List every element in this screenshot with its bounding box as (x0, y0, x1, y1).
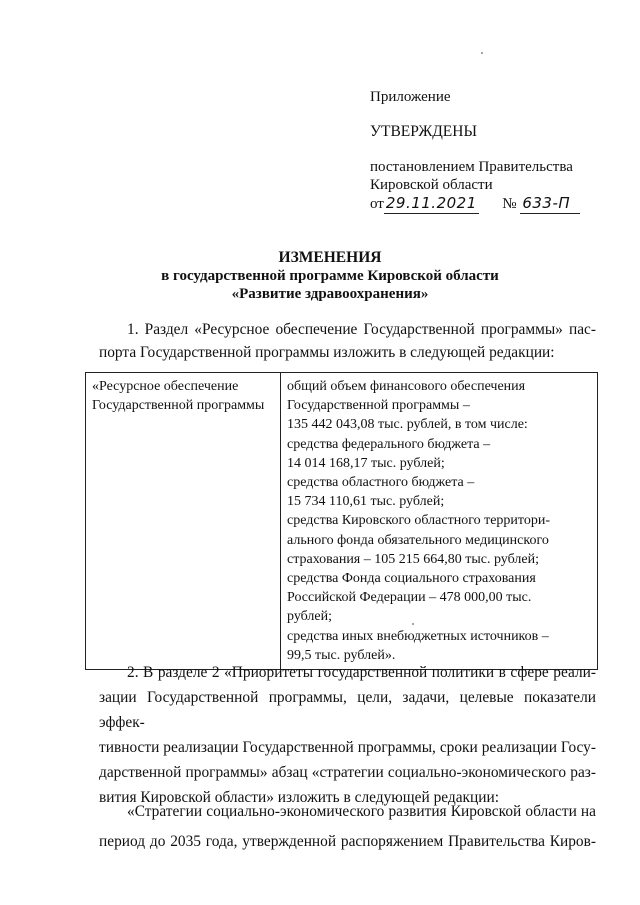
document-subtitle-line1: в государственной программе Кировской области (161, 268, 499, 284)
paragraph-1-line2: порта Государственной программы изложить в следующей редакции: (99, 344, 555, 361)
approved-by-line2: Кировской области (370, 177, 493, 193)
paragraph-3 (99, 797, 596, 857)
right-cell-line: средства областного бюджета – (287, 475, 475, 491)
right-cell-line: общий объем финансового обеспечения (287, 379, 526, 394)
right-cell-line: 99,5 тыс. рублей». (287, 647, 396, 663)
right-cell-line: средства Кировского областного территори- (287, 513, 550, 529)
document-title: ИЗМЕНЕНИЯ (278, 249, 382, 266)
appendix-label: Приложение (370, 89, 451, 105)
scan-speck (481, 52, 483, 54)
right-cell-line: 135 442 043,08 тыс. рублей, в том числе: (287, 417, 528, 433)
handwritten-date: 29.11.2021 (385, 194, 477, 212)
paragraph-2-line2: зации Государственной программы, цели, задачи, целевые показатели эффек- (99, 689, 596, 731)
right-cell-line: Российской Федерации – 478 000,00 тыс. (287, 590, 532, 606)
left-cell-line: «Ресурсное обеспечение (92, 379, 239, 394)
right-cell-line: Государственной программы – (287, 398, 470, 414)
right-cell-line: средства иных внебюджетных источников – (287, 628, 549, 644)
paragraph-2-line1: 2. В разделе 2 «Приоритеты государственной политики в сфере реали- (127, 664, 596, 681)
scan-speck (412, 623, 414, 625)
paragraph-1-line1: 1. Раздел «Ресурсное обеспечение Государственной программы» пас- (127, 321, 596, 338)
paragraph-3-line2: период до 2035 года, утвержденной распоряжением Правительства Киров- (99, 833, 596, 850)
approved-by-line1: постановлением Правительства (370, 159, 573, 175)
handwritten-number: 633-П (520, 194, 580, 214)
paragraph-3-line1: «Стратегии социально-экономического развития Кировской области на (127, 803, 596, 820)
date-line (370, 194, 580, 214)
approved-label: УТВЕРЖДЕНЫ (370, 123, 477, 140)
table-row (86, 373, 598, 670)
paragraph-2 (99, 660, 596, 810)
right-cell-line: ального фонда обязательного медицинского (287, 532, 549, 548)
right-cell-line: средства Фонда социального страхования (287, 571, 536, 587)
left-cell-line: Государственной программы (92, 398, 265, 414)
paragraph-2-line3: тивности реализации Государственной программы, сроки реализации Госу- (99, 739, 596, 756)
right-cell-line: рублей; (287, 609, 332, 625)
number-prefix: № (502, 196, 517, 212)
right-cell-line: средства федерального бюджета – (287, 436, 491, 452)
paragraph-1 (99, 320, 596, 362)
paragraph-2-line5: вития Кировской области» изложить в следующей редакции: (99, 789, 500, 806)
table-cell-right (281, 373, 598, 670)
right-cell-line: 15 734 110,61 тыс. рублей; (287, 494, 445, 510)
table-cell-left (86, 373, 281, 670)
resource-table (85, 372, 598, 670)
date-prefix: от (370, 196, 384, 212)
document-subtitle-line2: «Развитие здравоохранения» (231, 286, 429, 302)
paragraph-2-line4: дарственной программы» абзац «стратегии социально-экономического раз- (99, 764, 596, 781)
right-cell-line: 14 014 168,17 тыс. рублей; (287, 455, 445, 471)
right-cell-line: страхования – 105 215 664,80 тыс. рублей; (287, 551, 539, 567)
